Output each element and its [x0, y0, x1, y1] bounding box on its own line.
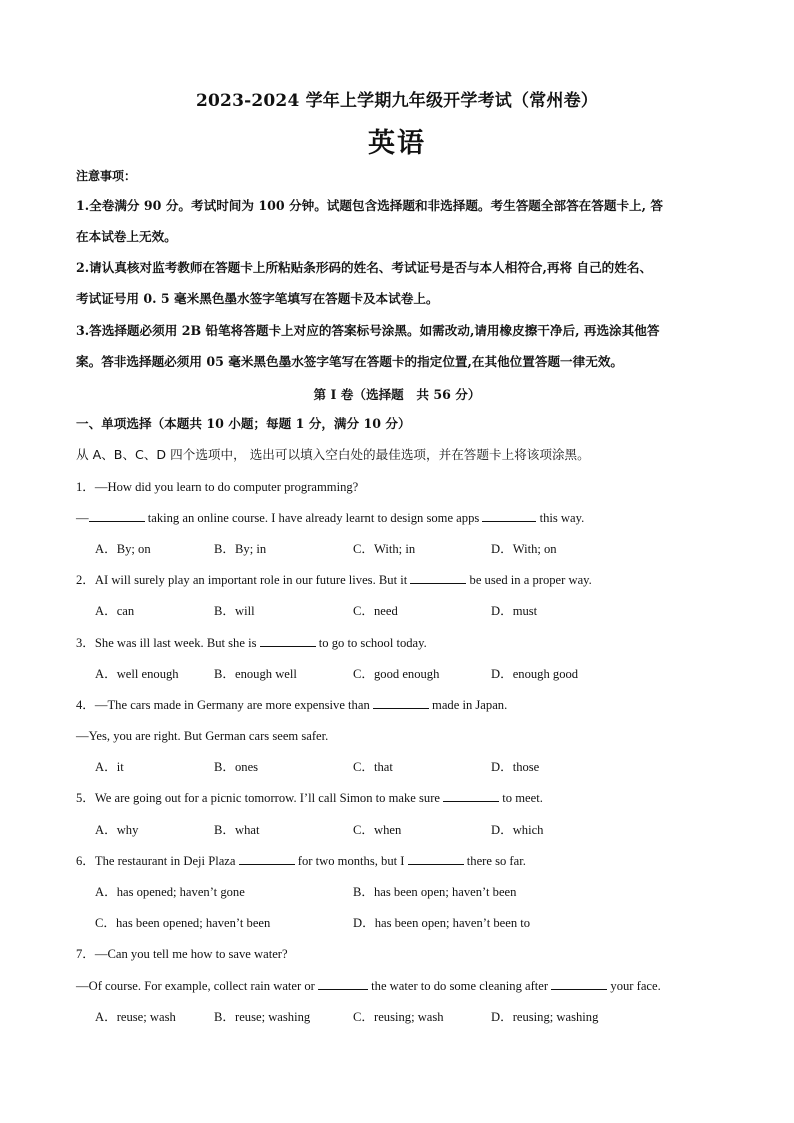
option-b[interactable]: B．will: [214, 604, 255, 618]
option-b[interactable]: B．reuse; washing: [214, 1010, 311, 1024]
option-b[interactable]: B．ones: [214, 760, 259, 774]
exam-subject: 英语: [368, 128, 426, 159]
option-a[interactable]: A．it: [95, 760, 124, 774]
option-b[interactable]: B．By; in: [214, 542, 267, 556]
option-a[interactable]: A．has opened; haven’t gone: [95, 885, 245, 899]
option-c[interactable]: C．has been opened; haven’t been: [95, 916, 271, 930]
answer-blank: [408, 852, 464, 865]
exam-title: 2023-2024 学年上学期九年级开学考试（常州卷）: [195, 91, 598, 111]
answer-blank: [89, 509, 145, 522]
option-c[interactable]: C．good enough: [353, 667, 440, 681]
question-1-stem: [76, 478, 358, 496]
note-3-cont: 案。答非选择题必须用 05 毫米黑色墨水签字笔写在答题卡的指定位置,在其他位置答题一律无效。: [76, 354, 624, 369]
question-3-stem: 3．She was ill last week. But she is to go to school today.: [76, 636, 427, 650]
option-a[interactable]: A．why: [95, 823, 139, 837]
question-1-reply: — taking an online course. I have already learnt to design some apps this way.: [76, 511, 585, 525]
note-3: 3.答选择题必须用 2B 铅笔将答题卡上对应的答案标号涂黑。如需改动,请用橡皮擦干净后, 再选涂其他答: [76, 323, 660, 338]
option-c[interactable]: C．need: [353, 604, 398, 618]
answer-blank: [373, 696, 429, 709]
option-a[interactable]: A．well enough: [95, 667, 179, 681]
question-4-reply: —Yes, you are right. But German cars seem safer.: [76, 729, 329, 743]
question-5-stem: 5．We are going out for a picnic tomorrow. I’ll call Simon to make sure to meet.: [76, 791, 543, 805]
answer-blank: [318, 977, 368, 990]
option-d[interactable]: D．which: [491, 823, 544, 837]
note-2: 2.请认真核对监考教师在答题卡上所粘贴条形码的姓名、考试证号是否与本人相符合,再将 自己的姓名、: [76, 260, 653, 275]
option-c[interactable]: C．when: [353, 823, 402, 837]
question-text: 1．—How did you learn to do computer programming?: [76, 480, 359, 494]
option-d[interactable]: D．must: [491, 604, 538, 618]
question-7-reply: —Of course. For example, collect rain water or the water to do some cleaning after your face.: [76, 979, 661, 993]
question-6-stem: 6．The restaurant in Deji Plaza for two months, but I there so far.: [76, 854, 526, 868]
notes-heading: 注意事项：: [76, 169, 137, 183]
option-d[interactable]: D．those: [491, 760, 540, 774]
question-2-stem: 2．AI will surely play an important role in our future lives. But it be used in a proper way.: [76, 573, 592, 587]
option-b[interactable]: B．what: [214, 823, 260, 837]
option-b[interactable]: B．has been open; haven’t been: [353, 885, 517, 899]
answer-blank: [482, 509, 536, 522]
note-1-cont: 在本试卷上无效。: [76, 229, 177, 244]
option-d[interactable]: D．With; on: [491, 542, 557, 556]
option-d[interactable]: D．enough good: [491, 667, 579, 681]
answer-blank: [239, 852, 295, 865]
answer-blank: [410, 571, 466, 584]
answer-blank: [260, 634, 316, 647]
answer-blank: [551, 977, 607, 990]
option-d[interactable]: D．reusing; washing: [491, 1010, 599, 1024]
question-7-stem: 7．—Can you tell me how to save water?: [76, 947, 288, 961]
part-heading: 第 I 卷（选择题 共 56 分）: [313, 387, 481, 402]
note-1: 1.全卷满分 90 分。考试时间为 100 分钟。试题包含选择题和非选择题。考生答题全部答在答题卡上, 答: [76, 198, 664, 213]
option-c[interactable]: C．that: [353, 760, 393, 774]
option-c[interactable]: C．With; in: [353, 542, 416, 556]
question-4-stem: 4．—The cars made in Germany are more expensive than made in Japan.: [76, 698, 508, 712]
section-heading: 一、单项选择（本题共 10 小题；每题 1 分，满分 10 分）: [76, 416, 411, 431]
option-c[interactable]: C．reusing; wash: [353, 1010, 444, 1024]
option-a[interactable]: A．can: [95, 604, 135, 618]
answer-blank: [443, 789, 499, 802]
option-d[interactable]: D．has been open; haven’t been to: [353, 916, 531, 930]
option-b[interactable]: B．enough well: [214, 667, 297, 681]
option-a[interactable]: A．reuse; wash: [95, 1010, 176, 1024]
section-instruction: 从 A、B、C、D 四个选项中， 选出可以填入空白处的最佳选项，并在答题卡上将该项涂黑。: [76, 447, 590, 462]
option-a[interactable]: A．By; on: [95, 542, 151, 556]
note-2-cont: 考试证号用 0. 5 毫米黑色墨水签字笔填写在答题卡及本试卷上。: [76, 291, 439, 306]
